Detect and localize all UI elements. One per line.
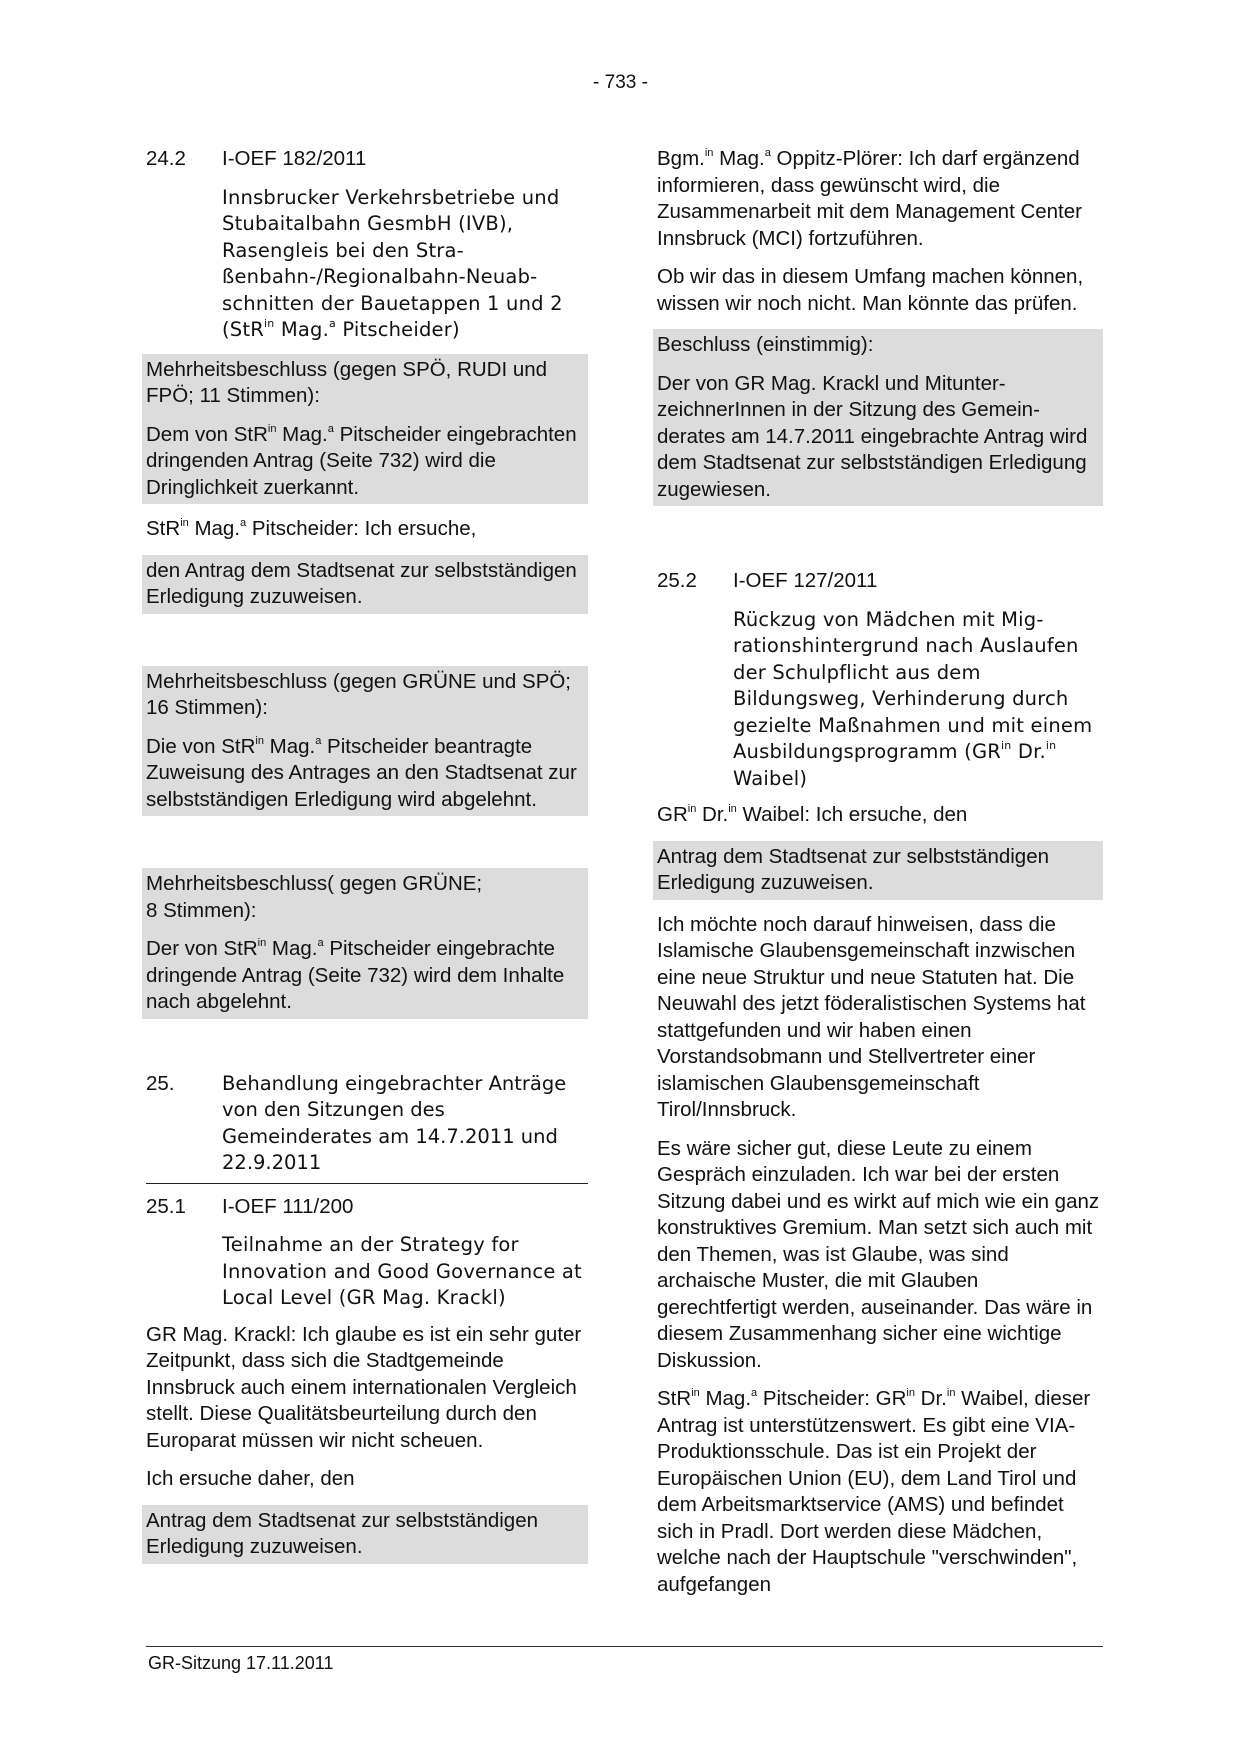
item-subject: Innsbrucker Verkehrsbetriebe und Stubaitalbahn GesmbH (IVB), Rasengleis bei den Straßenbahn-/Regionalbahn-Neuabschnitten der Bauetappen 1 und 2 (StR$^{in}$ Mag.$^a$ Pitscheider)	[222, 185, 563, 341]
resolution-text: Der von StR$^{in}$ Mag.$^a$ Pitscheider eingebrachte dringende Antrag (Seite 732) wird dem Inhalte nach abgelehnt.	[146, 937, 565, 1013]
resolution-heading: Mehrheitsbeschluss (gegen GRÜNE und SPÖ; 16 Stimmen):	[146, 669, 572, 719]
item-number: 25.2	[657, 569, 697, 592]
paragraph: Ich möchte noch darauf hinweisen, dass die Islamische Glaubensgemeinschaft inzwischen eine neue Struktur und neue Statuten hat. Die Neuwahl des jetzt föderalistischen Systems hat stattgefunden und wir haben einen Vorstandsobmann und Stellvertreter einer islamischen Glaubensgemeinschaft Tirol/Innsbruck.	[657, 912, 1086, 1121]
item-number: 25.	[146, 1071, 175, 1095]
motion-text: den Antrag dem Stadtsenat zur selbstständigen Erledigung zuzuweisen.	[146, 558, 577, 608]
footer-session-label: GR-Sitzung 17.11.2011	[148, 1653, 334, 1673]
motion-text: Antrag dem Stadtsenat zur selbstständigen Erledigung zuzuweisen.	[657, 844, 1050, 894]
resolution-text: Die von StR$^{in}$ Mag.$^a$ Pitscheider beantragte Zuweisung des Antrages an den Stadtsenat zur selbstständigen Erledigung wird abgelehnt.	[146, 734, 577, 811]
speaker-statement: Bgm.$^{in}$ Mag.$^a$ Oppitz-Plörer: Ich darf ergänzend informieren, dass gewünscht wird, die Zusammenarbeit mit dem Management Center Innsbruck (MCI) fortzuführen.	[657, 147, 1082, 250]
item-number: 25.1	[146, 1194, 186, 1218]
resolution-text: Dem von StR$^{in}$ Mag.$^a$ Pitscheider eingebrachten dringenden Antrag (Seite 732) wird die Dringlichkeit zuerkannt.	[146, 422, 577, 499]
item-number: 24.2	[146, 147, 186, 170]
resolution-heading: Beschluss (einstimmig):	[657, 333, 874, 356]
item-reference: I-OEF 182/2011	[222, 147, 367, 170]
agenda-item-24-2	[146, 146, 588, 173]
resolution-heading: Mehrheitsbeschluss (gegen SPÖ, RUDI und FPÖ; 11 Stimmen):	[146, 357, 548, 407]
motion-box	[142, 1505, 588, 1564]
resolution-box	[142, 868, 588, 1019]
item-reference: I-OEF 111/200	[222, 1194, 354, 1218]
speaker-statement: StR$^{in}$ Mag.$^a$ Pitscheider: $GR^{in}$ Dr.$^{in}$ Waibel, dieser Antrag ist unterstützenswert. Es gibt eine VIA-Produktionsschule. Das ist ein Projekt der Europäischen Union (EU), dem Land Tirol und dem Arbeitsmarktservice (AMS) und befindet sich in Pradl. Dort werden diese Mädchen, welche nach der Hauptschule "verschwinden", aufgefangen	[657, 1387, 1091, 1596]
resolution-heading: Mehrheitsbeschluss( gegen GRÜNE; 8 Stimmen):	[146, 872, 483, 922]
motion-text: Antrag dem Stadtsenat zur selbstständigen Erledigung zuzuweisen.	[146, 1508, 539, 1558]
agenda-item-25-2	[657, 568, 1103, 595]
item-subject: Behandlung eingebrachter Anträge von den Sitzungen des Gemeinderates am 14.7.2011 und 22.9.2011	[222, 1071, 567, 1174]
item-subject: Teilnahme an der Strategy for Innovation and Good Governance at Local Level (GR Mag. Krackl)	[222, 1233, 582, 1309]
speaker-statement: GR Mag. Krackl: Ich glaube es ist ein sehr guter Zeitpunkt, dass sich die Stadtgemeinde Innsbruck auch einem internationalen Vergleich stellt. Diese Qualitätsbeurteilung durch den Europarat müssen wir nicht scheuen.	[146, 1322, 582, 1452]
page-number: - 733 -	[593, 72, 648, 93]
paragraph: Ich ersuche daher, den	[146, 1467, 355, 1490]
motion-box	[142, 555, 588, 614]
footer-divider	[146, 1646, 1103, 1647]
left-column	[146, 146, 588, 1576]
speaker-statement: StR$^{in}$ Mag.$^a$ Pitscheider: Ich ersuche,	[146, 517, 477, 540]
agenda-item-25	[146, 1071, 588, 1184]
item-reference: I-OEF 127/2011	[733, 569, 878, 592]
resolution-box	[142, 354, 588, 505]
item-subject: Rückzug von Mädchen mit Migrationshintergrund nach Auslaufen der Schulpflicht aus dem Bildungsweg, Verhinderung durch gezielte Maßnahmen und mit einem Ausbildungsprogramm ($GR^{in}$ Dr.$^{in}$ Waibel)	[733, 607, 1093, 790]
resolution-box	[653, 329, 1103, 506]
paragraph: Ob wir das in diesem Umfang machen können, wissen wir noch nicht. Man könnte das prüfen.	[657, 265, 1084, 315]
motion-box	[653, 841, 1103, 900]
speaker-statement: $GR^{in}$ Dr.$^{in}$ Waibel: Ich ersuche, den	[657, 803, 968, 826]
right-column	[657, 146, 1103, 1610]
agenda-item-25-1	[146, 1194, 588, 1221]
resolution-text: Der von GR Mag. Krackl und MitunterzeichnerInnen in der Sitzung des Gemeinderates am 14.7.2011 eingebrachte Antrag wird dem Stadtsenat zur selbstständigen Erledigung zugewiesen.	[657, 371, 1088, 501]
resolution-box	[142, 666, 588, 817]
paragraph: Es wäre sicher gut, diese Leute zu einem Gespräch einzuladen. Ich war bei der ersten Sitzung dabei und es wirkt auf mich wie ein ganz konstruktives Gremium. Man setzt sich auch mit den Themen, was ist Glaube, was sind archaische Muster, die mit Glauben gerechtfertigt werden, auseinander. Das wäre in diesem Zusammenhang sicher eine wichtige Diskussion.	[657, 1136, 1100, 1372]
